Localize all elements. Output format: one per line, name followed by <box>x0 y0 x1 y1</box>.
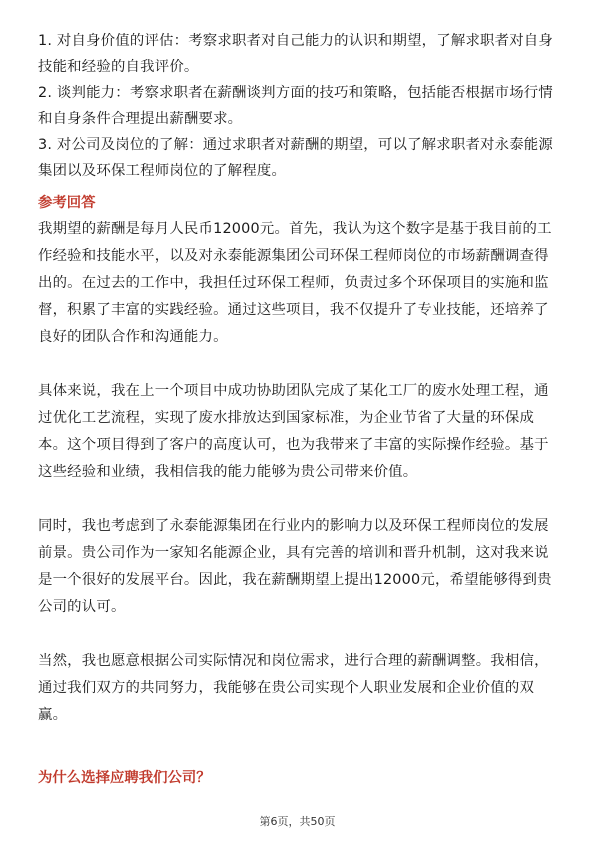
answer-paragraph-4: 当然，我也愿意根据公司实际情况和岗位需求，进行合理的薪酬调整。我相信，通过我们双方的共同努力，我能够在贵公司实现个人职业发展和企业价值的双赢。 <box>38 653 549 723</box>
page-footer: 第6页，共50页 <box>259 815 336 828</box>
next-question-heading: 为什么选择应聘我们公司？ <box>38 770 211 786</box>
paragraph-spacer <box>38 621 560 648</box>
answer-paragraph-1: 我期望的薪酬是每月人民币12000元。首先，我认为这个数字是基于我目前的工作经验和技能水平，以及对永泰能源集团公司环保工程师岗位的市场薪酬调查得出的。在过去的工作中，我担任过环保工程师，负责过多个环保项目的实施和监督，积累了丰富的实践经验。通过这些项目，我不仅提升了专业技能，还培养了良好的团队合作和沟通能力。 <box>38 221 552 345</box>
answer-paragraph-3: 同时，我也考虑到了永泰能源集团在行业内的影响力以及环保工程师岗位的发展前景。贵公司作为一家知名能源企业，具有完善的培训和晋升机制，这对我来说是一个很好的发展平台。因此，我在薪酬期望上提出12000元，希望能够得到贵公司的认可。 <box>38 518 552 615</box>
paragraph-spacer <box>38 351 560 378</box>
answer-paragraph-2: 具体来说，我在上一个项目中成功协助团队完成了某化工厂的废水处理工程，通过优化工艺流程，实现了废水排放达到国家标准，为企业节省了大量的环保成本。这个项目得到了客户的高度认可，也为我带来了丰富的实际操作经验。基于这些经验和业绩，我相信我的能力能够为贵公司带来价值。 <box>38 383 549 480</box>
document-page <box>38 28 560 729</box>
paragraph-spacer <box>38 486 560 513</box>
evaluation-point-2: 2. 谈判能力：考察求职者在薪酬谈判方面的技巧和策略，包括能否根据市场行情和自身条件合理提出薪酬要求。 <box>38 85 553 127</box>
reference-answer-heading: 参考回答 <box>38 195 96 211</box>
evaluation-point-1: 1. 对自身价值的评估：考察求职者对自己能力的认识和期望，了解求职者对自身技能和经验的自我评价。 <box>38 33 553 75</box>
evaluation-point-3: 3. 对公司及岗位的了解：通过求职者对薪酬的期望，可以了解求职者对永泰能源集团以及环保工程师岗位的了解程度。 <box>38 137 553 179</box>
